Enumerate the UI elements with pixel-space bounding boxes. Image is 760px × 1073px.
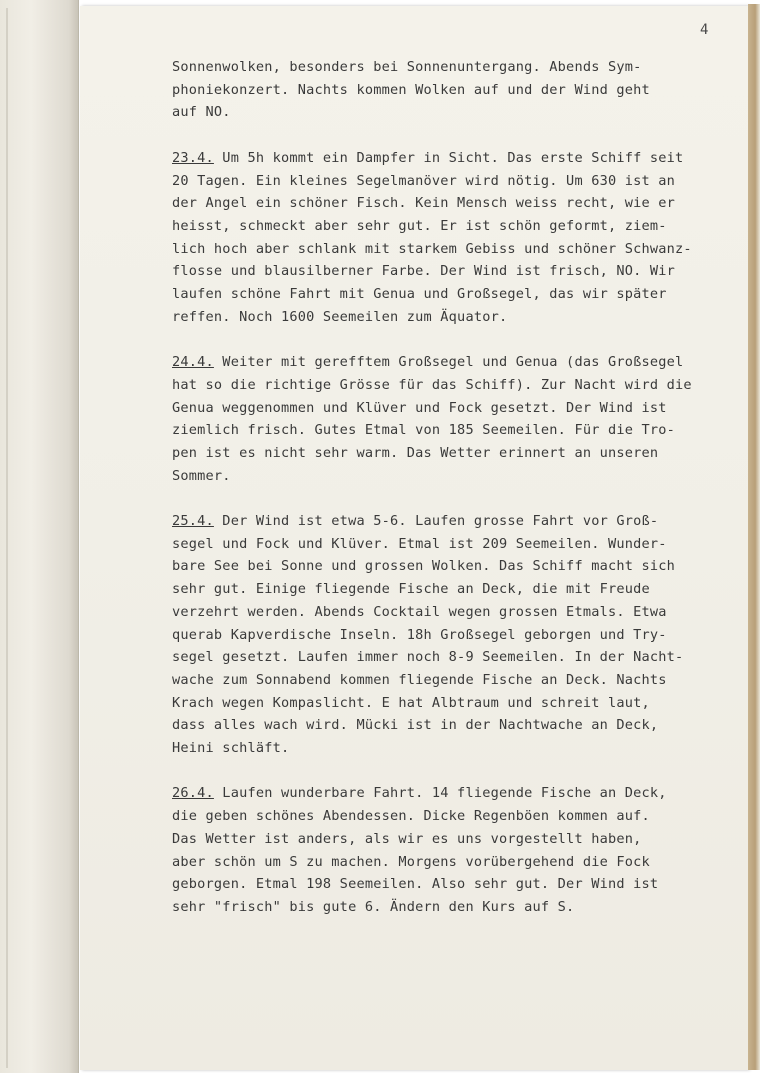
text-line: 20 Tagen. Ein kleines Segelmanöver wird nötig. Um 630 ist an [172,172,676,189]
text-line: laufen schöne Fahrt mit Genua und Großsegel, das wir später [172,285,667,302]
paragraph-gap [172,124,752,147]
text-line: der Angel ein schöner Fisch. Kein Mensch weiss recht, wie er [172,195,676,212]
paragraph-gap [172,760,752,783]
text-line: segel und Fock und Klüver. Etmal ist 209 Seemeilen. Wunder- [172,535,667,552]
text-line: die geben schönes Abendessen. Dicke Regenböen kommen auf. [172,808,650,825]
text-line: Genua weggenommen und Klüver und Fock gesetzt. Der Wind ist [172,399,667,416]
text-line: 25.4. Der Wind ist etwa 5-6. Laufen grosse Fahrt vor Groß- [172,513,659,530]
text-line: sehr gut. Einige fliegende Fische an Deck, die mit Freude [172,581,650,598]
text-line: wache zum Sonnabend kommen fliegende Fische an Deck. Nachts [172,671,667,688]
diary-text [172,56,752,919]
text-line: Krach wegen Kompaslicht. E hat Albtraum und schreit laut, [172,694,650,711]
text-line: 23.4. Um 5h kommt ein Dampfer in Sicht. Das erste Schiff seit [172,149,684,166]
text-line: Heini schläft. [172,739,290,756]
text-line: phoniekonzert. Nachts kommen Wolken auf und der Wind geht [172,81,650,98]
text-line: dass alles wach wird. Mücki ist in der Nachtwache an Deck, [172,717,659,734]
text-line: querab Kapverdische Inseln. 18h Großsegel geborgen und Try- [172,626,667,643]
text-line: segel gesetzt. Laufen immer noch 8-9 Seemeilen. In der Nacht- [172,649,684,666]
paragraph-gap [172,487,752,510]
entry-date: 25.4. [172,513,214,530]
spine-fold [6,8,8,1068]
entry-date: 26.4. [172,785,214,802]
text-line: bare See bei Sonne und grossen Wolken. Das Schiff macht sich [172,558,676,575]
text-line: 24.4. Weiter mit gerefftem Großsegel und Genua (das Großsegel [172,354,684,371]
page-number: 4 [700,22,709,38]
text-line: reffen. Noch 1600 Seemeilen zum Äquator. [172,308,508,325]
paragraph-gap [172,328,752,351]
text-line: Sommer. [172,467,231,484]
text-line: heisst, schmeckt aber sehr gut. Er ist schön geformt, ziem- [172,217,667,234]
text-line: aber schön um S zu machen. Morgens vorübergehend die Fock [172,853,650,870]
text-line: flosse und blausilberner Farbe. Der Wind ist frisch, NO. Wir [172,263,676,280]
text-line: verzehrt werden. Abends Cocktail wegen grossen Etmals. Etwa [172,603,667,620]
book-spine [0,0,79,1073]
text-line: pen ist es nicht sehr warm. Das Wetter erinnert an unseren [172,444,659,461]
text-line: hat so die richtige Grösse für das Schiff). Zur Nacht wird die [172,376,692,393]
text-line: sehr "frisch" bis gute 6. Ändern den Kurs auf S. [172,898,575,915]
text-line: 26.4. Laufen wunderbare Fahrt. 14 fliegende Fische an Deck, [172,785,667,802]
text-line: Das Wetter ist anders, als wir es uns vorgestellt haben, [172,830,642,847]
text-line: lich hoch aber schlank mit starkem Gebiss und schöner Schwanz- [172,240,692,257]
entry-date: 23.4. [172,149,214,166]
text-line: geborgen. Etmal 198 Seemeilen. Also sehr gut. Der Wind ist [172,876,659,893]
text-line: ziemlich frisch. Gutes Etmal von 185 Seemeilen. Für die Tro- [172,422,676,439]
text-line: Sonnenwolken, besonders bei Sonnenuntergang. Abends Sym- [172,59,642,75]
text-line: auf NO. [172,104,231,121]
entry-date: 24.4. [172,354,214,371]
